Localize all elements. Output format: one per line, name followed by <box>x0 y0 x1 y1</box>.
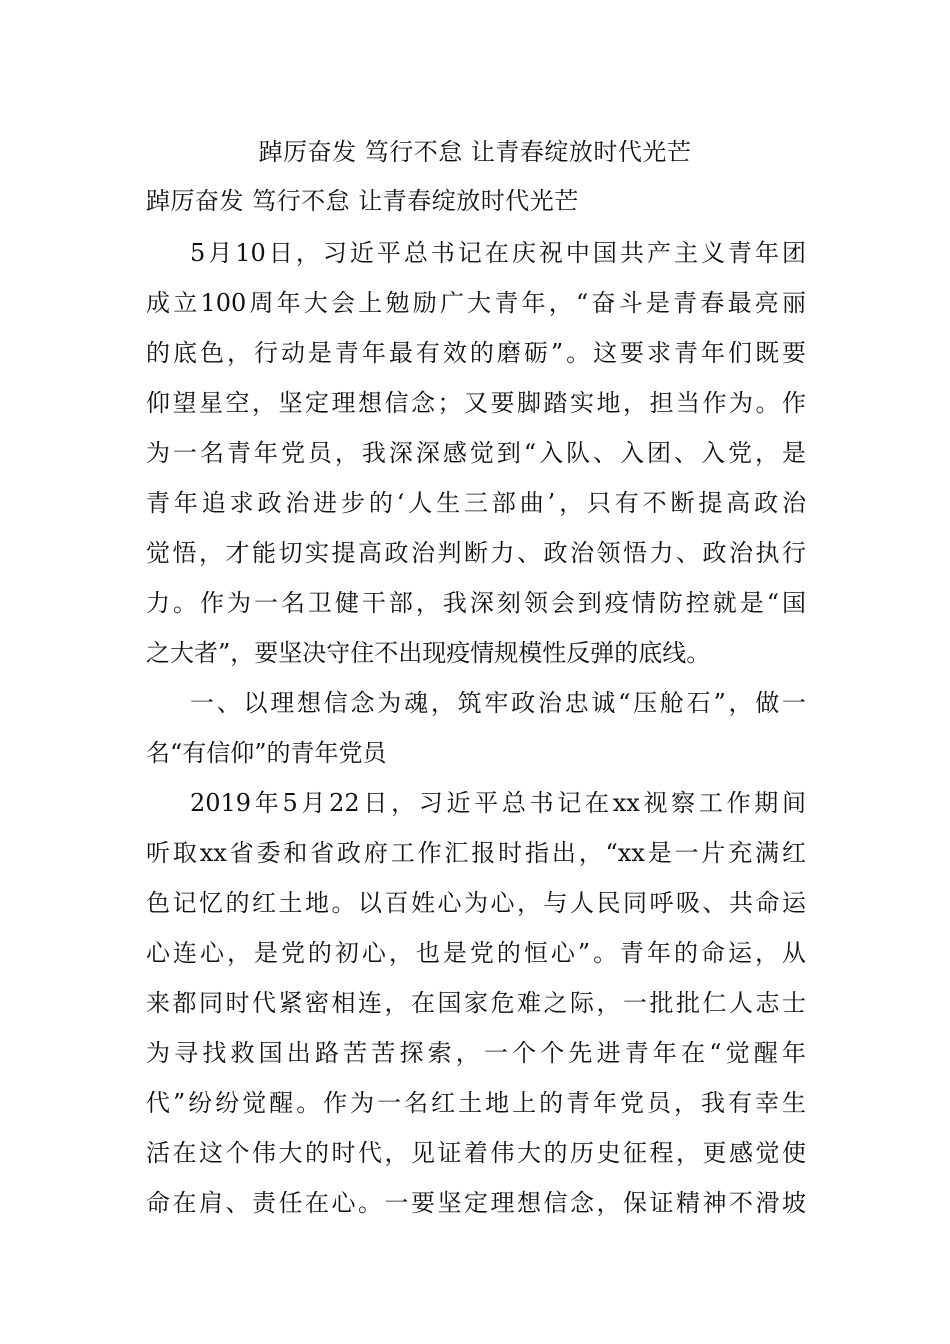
text-line: 一、以理想信念为魂，筑牢政治忠诚“压舱石”，做一 <box>190 689 806 717</box>
document-title: 踔厉奋发 笃行不怠 让青春绽放时代光芒 <box>258 138 692 166</box>
text-line: 的底色，行动是青年最有效的磨砺”。这要求青年们既要 <box>146 339 806 367</box>
text-line: 活在这个伟大的时代，见证着伟大的历史征程，更感觉使 <box>146 1139 806 1167</box>
section-heading-1 <box>146 678 806 778</box>
text-line: 觉悟，才能切实提高政治判断力、政治领悟力、政治执行 <box>146 539 806 567</box>
document-subtitle: 踔厉奋发 笃行不怠 让青春绽放时代光芒 <box>146 187 579 215</box>
text-line: 2019年5月22日，习近平总书记在xx视察工作期间 <box>190 789 806 817</box>
text-line: 为一名青年党员，我深深感觉到“入队、入团、入党，是 <box>146 439 806 467</box>
text-line: 名“有信仰”的青年党员 <box>146 739 387 767</box>
text-line: 5月10日，习近平总书记在庆祝中国共产主义青年团 <box>190 239 806 267</box>
document-body <box>146 228 806 1228</box>
text-line: 力。作为一名卫健干部，我深刻领会到疫情防控就是“国 <box>146 589 806 617</box>
text-line: 之大者”，要坚决守住不出现疫情规模性反弹的底线。 <box>146 639 711 667</box>
text-line: 听取xx省委和省政府工作汇报时指出，“xx是一片充满红 <box>146 839 806 867</box>
text-line: 成立100周年大会上勉励广大青年，“奋斗是青春最亮丽 <box>146 289 806 317</box>
text-line: 命在肩、责任在心。一要坚定理想信念，保证精神不滑坡 <box>146 1189 806 1217</box>
paragraph-2 <box>146 778 806 1228</box>
text-line: 仰望星空，坚定理想信念；又要脚踏实地，担当作为。作 <box>146 389 806 417</box>
text-line: 青年追求政治进步的‘人生三部曲’，只有不断提高政治 <box>146 489 806 517</box>
text-line: 为寻找救国出路苦苦探索，一个个先进青年在“觉醒年 <box>146 1039 806 1067</box>
text-line: 来都同时代紧密相连，在国家危难之际，一批批仁人志士 <box>146 989 806 1017</box>
paragraph-1 <box>146 228 806 678</box>
text-line: 色记忆的红土地。以百姓心为心，与人民同呼吸、共命运 <box>146 889 806 917</box>
text-line: 代”纷纷觉醒。作为一名红土地上的青年党员，我有幸生 <box>146 1089 806 1117</box>
text-line: 心连心，是党的初心，也是党的恒心”。青年的命运，从 <box>146 939 806 967</box>
